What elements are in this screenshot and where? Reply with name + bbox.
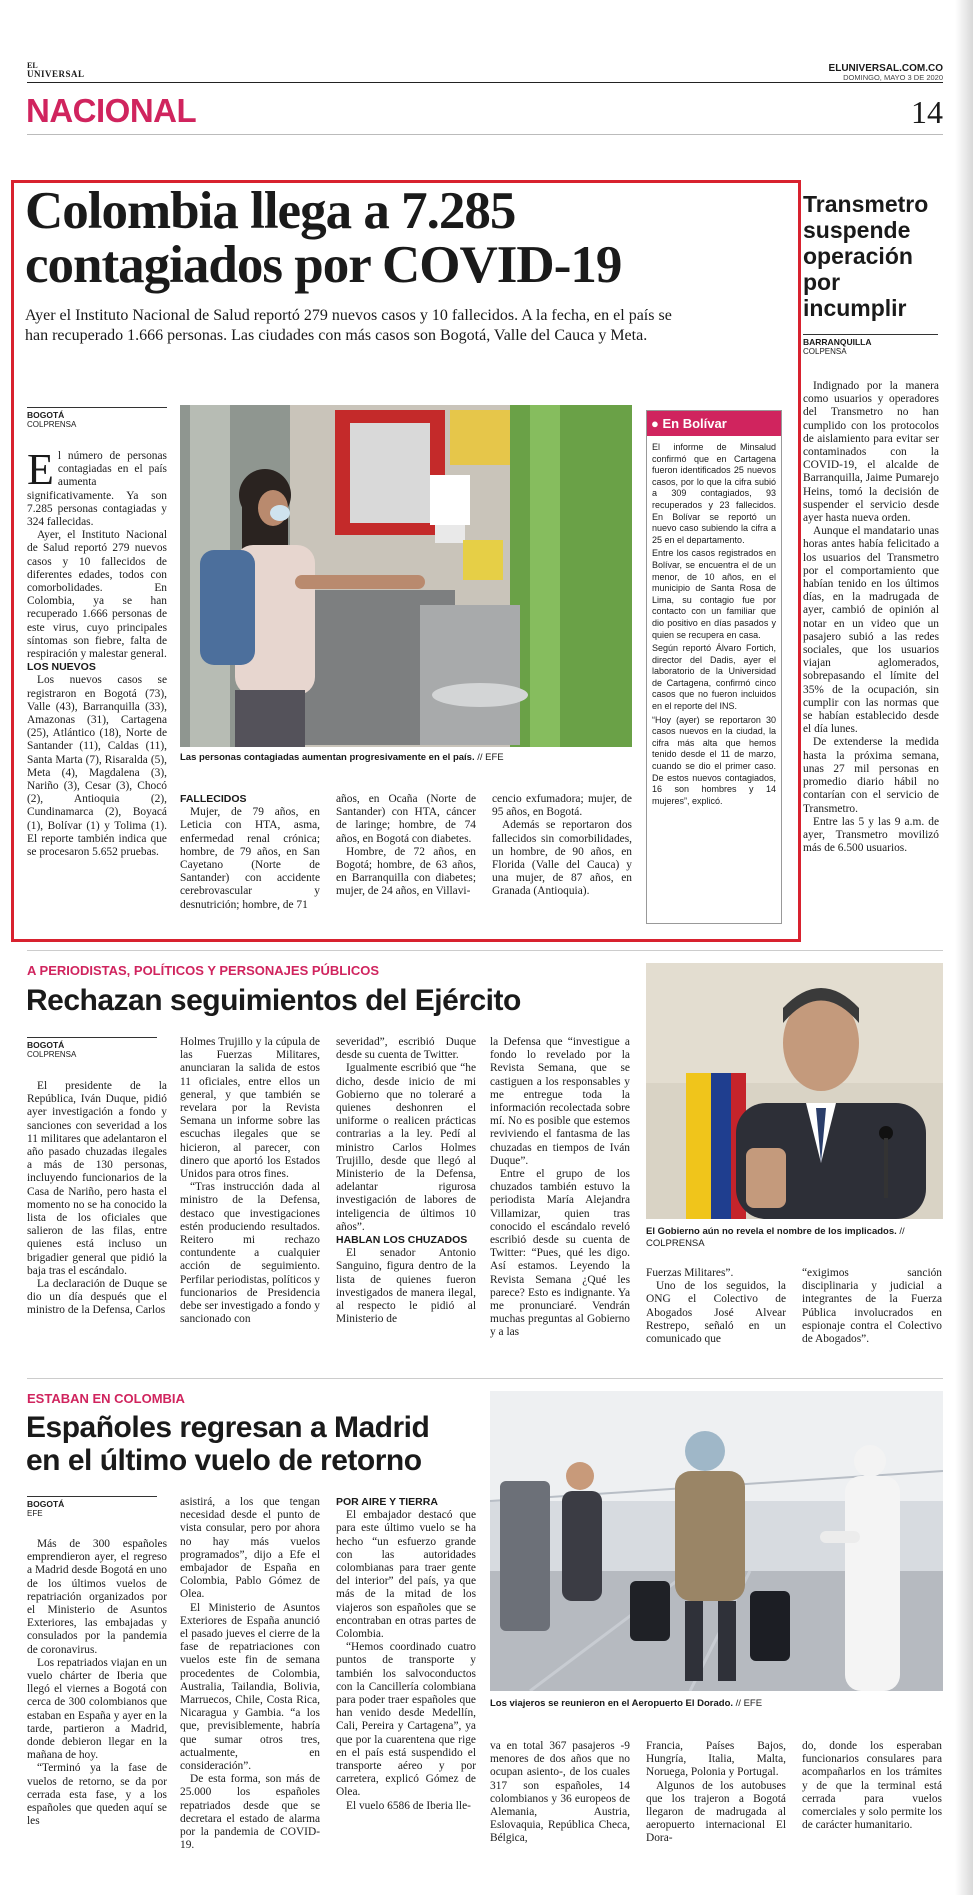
ejercito-column-1: El presidente de la República, Iván Duque, pidió ayer investigación a fondo y sanciones con severidad a los 11 militares que adelantaron el año pasado chuzadas ilegales a más de 130 personas, incluyendo funcionarios de la Casa de Nariño, pero hasta el momento no se ha conocido la lista de los oficiales que salieron de las filas, entre quienes está incluso un brigadier general que pidió la baja tras el escándalo. La declaración de Duque se dio un día después que el ministro de la Defensa, Carlos <box>27 1080 168 1317</box>
lead-column-4: cencio exfumadora; mujer, de 95 años, en Bogotá. Además se reportaron dos fallecidos sin comorbilidades, un hombre, de 90 años, en Florida (Valle del Cauca) y una mujer, de 87 años, en Granada (Antioquia). <box>492 793 632 898</box>
lead-photo-caption: Las personas contagiadas aumentan progresivamente en el país. // EFE <box>180 752 504 763</box>
photo-airport-travelers <box>490 1391 943 1691</box>
espanoles-headline: Españoles regresan a Madrid en el último vuelo de retorno <box>26 1411 430 1477</box>
bolivar-header: ● En Bolívar <box>647 411 781 436</box>
espanoles-column-2: asistirá, a los que tengan necesidad desde el punto de vista consular, pero por ahora no hay más vuelos programados”, dijo a Efe el embajador de España en Colombia, Pablo Gómez de Olea. El Ministerio de Asuntos Exteriores de España anunció el pasado jueves el cierre de la fase de repatriaciones con vuelos este fin de semana procedentes de Colombia, Australia, Tailandia, Bolivia, Marruecos, Chile, Costa Rica, Nicaragua y Gambia. “a los que, previsiblemente, habría que sumar otros tres, actualmente, en consideración”. De esta forma, son más de 25.000 los españoles repatriados desde que se decretara el estado de alarma por la pandemia de COVID-19. <box>180 1496 320 1852</box>
transmetro-body: Indignado por la manera como usuarios y operadores del Transmetro no han cumplido con los protocolos de aislamiento para evitar ser contaminados con la COVID-19, el alcalde de Barranquilla, Jaime Pumarejo Heins, tomó la decisión de suspender el servicio desde ayer hasta nueva orden. Aunque el mandatario unas horas antes había felicitado a los usuarios del Transmetro por el comportamiento que habían tenido en los últimos días, en la madrugada de ayer, cambió de opinión al notar en un video que un pasajero subió a las redes sociales, que los usuarios viajan aglomerados, sobrepasando el límite del 35% de la ocupación, sin cumplir con las normas que se habían establecido desde el día lunes. De extenderse la medida hasta la próxima semana, unas 27 mil personas en promedio diario hábil no contarían con el servicio de Transmetro. Entre las 5 y las 9 a.m. de ayer, Transmetro movilizó más de 6.500 usuarios. <box>803 380 939 855</box>
bolivar-body: El informe de Minsalud confirmó que en Cartagena fueron identificados 25 nuevos casos, por lo que la cifra subió a 309 contagiados, 93 recuperados y 23 fallecidos. En Bolívar se reportó un nuevo caso subiendo la cifra a 25 en el departamento. Entre los casos registrados en Bolívar, se encuentra el de un menor, de 10 años, en el municipio de Santa Rosa de Lima, su contagio fue por contacto con un familiar que dio positivo en días pasados y quien se recupera en casa. Según reportó Álvaro Fortich, director del Dadis, ayer el laboratorio de la Universidad de Cartagena, confirmó cinco casos que no fueron incluidos en el reporte del INS. “Hoy (ayer) se reportaron 30 casos nuevos en la ciudad, la cifra más alta que hemos tenido desde el 11 de marzo, cuando se dio el primer caso. De estos nuevos contagiados, 16 son hombres y 14 mujeres”, explicó. <box>652 442 776 806</box>
masthead-rule <box>27 82 943 83</box>
lead-photo <box>180 405 632 747</box>
bolivar-sidebar-box <box>646 410 782 924</box>
lead-column-3: años, en Ocaña (Norte de Santander) con HTA, cáncer de laringe; hombre, de 74 años, en Bogotá con diabetes. Hombre, de 72 años, en Bogotá; hombre, de 63 años, en Barranquilla con diabetes; mujer, de 24 años, en Villavi- <box>336 793 476 898</box>
espanoles-column-4: va en total 367 pasajeros -9 menores de dos años que no ocupan asiento-, de los cuales 317 son españoles, 14 colombianos y 36 europeos de Alemania, Austria, Eslovaquia, República Checa, Bélgica, <box>490 1740 630 1845</box>
espanoles-column-6: do, donde los esperaban funcionarios consulares para acompañarlos en los trámites y de que la terminal está cerrada para vuelos comerciales y solo permite los de carácter humanitario. <box>802 1740 942 1832</box>
lead-deck: Ayer el Instituto Nacional de Salud reportó 279 nuevos casos y 10 fallecidos. A la fecha, en el país se han recuperado 1.666 personas. Las ciudades con más casos son Bogotá, Valle del Cauca y Meta. <box>25 307 672 344</box>
issue-date: DOMINGO, MAYO 3 DE 2020 <box>843 73 943 82</box>
section-rule <box>27 134 943 135</box>
ejercito-column-2: Holmes Trujillo y la cúpula de las Fuerzas Militares, anunciaran la salida de estos 11 oficiales, entre ellos un general, y que también se revelara por la Revista Semana un informe sobre las escuchas ilegales que se hicieron, al parecer, con dinero que aportó los Estados Unidos para otros fines. “Tras instrucción dada al ministro de la Defensa, destaco que investigaciones estén produciendo resultados. Reitero mi rechazo contundente a cualquier acción de seguimiento. Perfilar periodistas, políticos y funcionarios de Presidencia debe ser investigado a fondo y sancionado con <box>180 1036 320 1326</box>
divider-rule-1 <box>27 950 943 951</box>
ejercito-column-6: “exigimos sanción disciplinaria y judicial a integrantes de la Fuerza Pública involucrados en espionaje contra el Colectivo de Abogados”. <box>802 1267 942 1346</box>
ejercito-headline: Rechazan seguimientos del Ejército <box>26 984 521 1017</box>
ejercito-column-4: la Defensa que “investigue a fondo lo revelado por la Revista Semana, que se castiguen a los responsables y me entregue toda la información recolectada sobre mí. No es posible que estemos reviviendo el fantasma de las chuzadas en tiempos de Iván Duque”. Entre el grupo de los chuzados también estuvo la periodista María Alejandra Villamizar, quien tras conocido el escándalo reveló escribió desde su cuenta de Twitter: “Pues, qué les digo. Así estamos. Leyendo la Revista Semana ¿Qué les parece? Esto es indignante. Ya me pronunciaré. Vendrán muchas preguntas al Gobierno y a las <box>490 1036 630 1339</box>
espanoles-kicker: ESTABAN EN COLOMBIA <box>27 1391 185 1406</box>
photo-handwashing-station <box>180 405 632 747</box>
ejercito-byline: BOGOTÁ COLPRENSA <box>27 1037 157 1060</box>
bullet-icon: ● <box>651 416 659 431</box>
ejercito-kicker: A PERIODISTAS, POLÍTICOS Y PERSONAJES PÚBLICOS <box>27 963 380 978</box>
transmetro-headline: Transmetro suspende operación por incumplir <box>803 191 929 321</box>
newspaper-logo: EL UNIVERSAL <box>27 61 85 79</box>
ejercito-column-3: severidad”, escribió Duque desde su cuenta de Twitter. Igualmente escribió que “he dicho, desde inicio de mi Gobierno que no toleraré a quienes deshonren el uniforme o realicen prácticas contrarias a la ley. Pedí al ministro Carlos Holmes Trujillo, desde que llegó al Ministerio de la Defensa, adelantar rigurosa investigación de labores de inteligencia de últimos 10 años”. HABLAN LOS CHUZADOS El senador Antonio Sanguino, figura dentro de la lista de quienes fueron investigados de manera ilegal, al respecto le pidió al Ministerio de <box>336 1036 476 1326</box>
lead-headline: Colombia llega a 7.285 contagiados por COVID-19 <box>25 182 622 294</box>
photo-president-microphone <box>646 963 943 1219</box>
section-title: NACIONAL <box>26 92 197 129</box>
espanoles-column-1: Más de 300 españoles emprendieron ayer, el regreso a Madrid desde Bogotá en uno de los últimos vuelos de repatriación organizados por el Ministerio de Asuntos Exteriores, las embajadas y consulados por la pandemia de coronavirus. Los repatriados viajan en un vuelo chárter de Iberia que llegó el viernes a Bogotá con cerca de 300 colombianos que estaban en España y ayer en la tarde, partieron a Madrid, donde debieron llegar en la mañana de hoy. “Terminó ya la fase de vuelos de retorno, se da por cerrada esta fase, y a los españoles que queden aquí se les <box>27 1538 167 1828</box>
espanoles-column-5: Francia, Países Bajos, Hungría, Italia, Malta, Noruega, Polonia y Portugal. Algunos de los autobuses que los trajeron a Bogotá llegaron de madrugada al aeropuerto internacional El Dora- <box>646 1740 786 1845</box>
duque-photo <box>646 963 943 1219</box>
lead-byline: BOGOTÁ COLPRENSA <box>27 407 167 430</box>
page-edge-shadow <box>955 0 973 1895</box>
espanoles-byline: BOGOTÁ EFE <box>27 1496 157 1519</box>
site-url: ELUNIVERSAL.COM.CO <box>828 63 943 74</box>
duque-photo-caption: El Gobierno aún no revela el nombre de los implicados. // COLPRENSA <box>646 1226 905 1249</box>
espanoles-column-3: POR AIRE Y TIERRA El embajador destacó que para este último vuelo se ha hecho “un esfuerzo grande con las autoridades colombianas para traer gente del interior” del país, ya que más de la mitad de los viajeros son españoles que se encontraban en otras partes de Colombia. “Hemos coordinado cuatro puntos de transporte y también los salvoconductos con la Cancillería colombiana para poder traer españoles que han venido desde Medellín, Cali, Pereira y Cartagena”, ya que por la cuarentena que rige en el país está suspendido el transporte aéreo y por carretera, explicó Gómez de Olea. El vuelo 6586 de Iberia lle- <box>336 1496 476 1812</box>
divider-rule-2 <box>27 1378 943 1379</box>
transmetro-byline: BARRANQUILLA COLPENSA <box>803 334 938 357</box>
page-number: 14 <box>911 94 943 130</box>
airport-photo-caption: Los viajeros se reunieron en el Aeropuerto El Dorado. // EFE <box>490 1698 763 1709</box>
dropcap: E <box>27 445 54 494</box>
ejercito-column-5: Fuerzas Militares”. Uno de los seguidos, la ONG el Colectivo de Abogados José Alvear Restrepo, señaló en un comunicado que <box>646 1267 786 1346</box>
lead-column-1: El número de personas contagiadas en el país aumenta significativamente. Ya son 7.285 personas contagiadas y 324 fallecidas. Ayer, el Instituto Nacional de Salud reportó 279 nuevos casos y 10 fallecidos de diferentes edades, todos con comorbolidades. En Colombia, ya se han recuperado 1.666 personas de este virus, cuyo principales síntomas son fiebre, falta de respiración y malestar general. LOS NUEVOS Los nuevos casos se registraron en Bogotá (73), Valle (43), Barranquilla (33), Amazonas (31), Cartagena (25), Atlántico (18), Norte de Santander (11), Caldas (11), Santa Marta (7), Risaralda (5), Meta (4), Magdalena (3), Nariño (3), Cesar (3), Chocó (2), Antioquia (2), Cundinamarca (2), Boyacá (1), Bolívar (1) y Tolima (1). El reporte también indica que se procesaron 5.652 pruebas. <box>27 445 167 859</box>
lead-column-2: FALLECIDOS Mujer, de 79 años, en Leticia con HTA, asma, enfermedad renal crónica; hombre, de 79 años, en San Cayetano (Norte de Santander) con accidente cerebrovascular y desnutrición; hombre, de 71 <box>180 793 320 911</box>
airport-photo <box>490 1391 943 1691</box>
